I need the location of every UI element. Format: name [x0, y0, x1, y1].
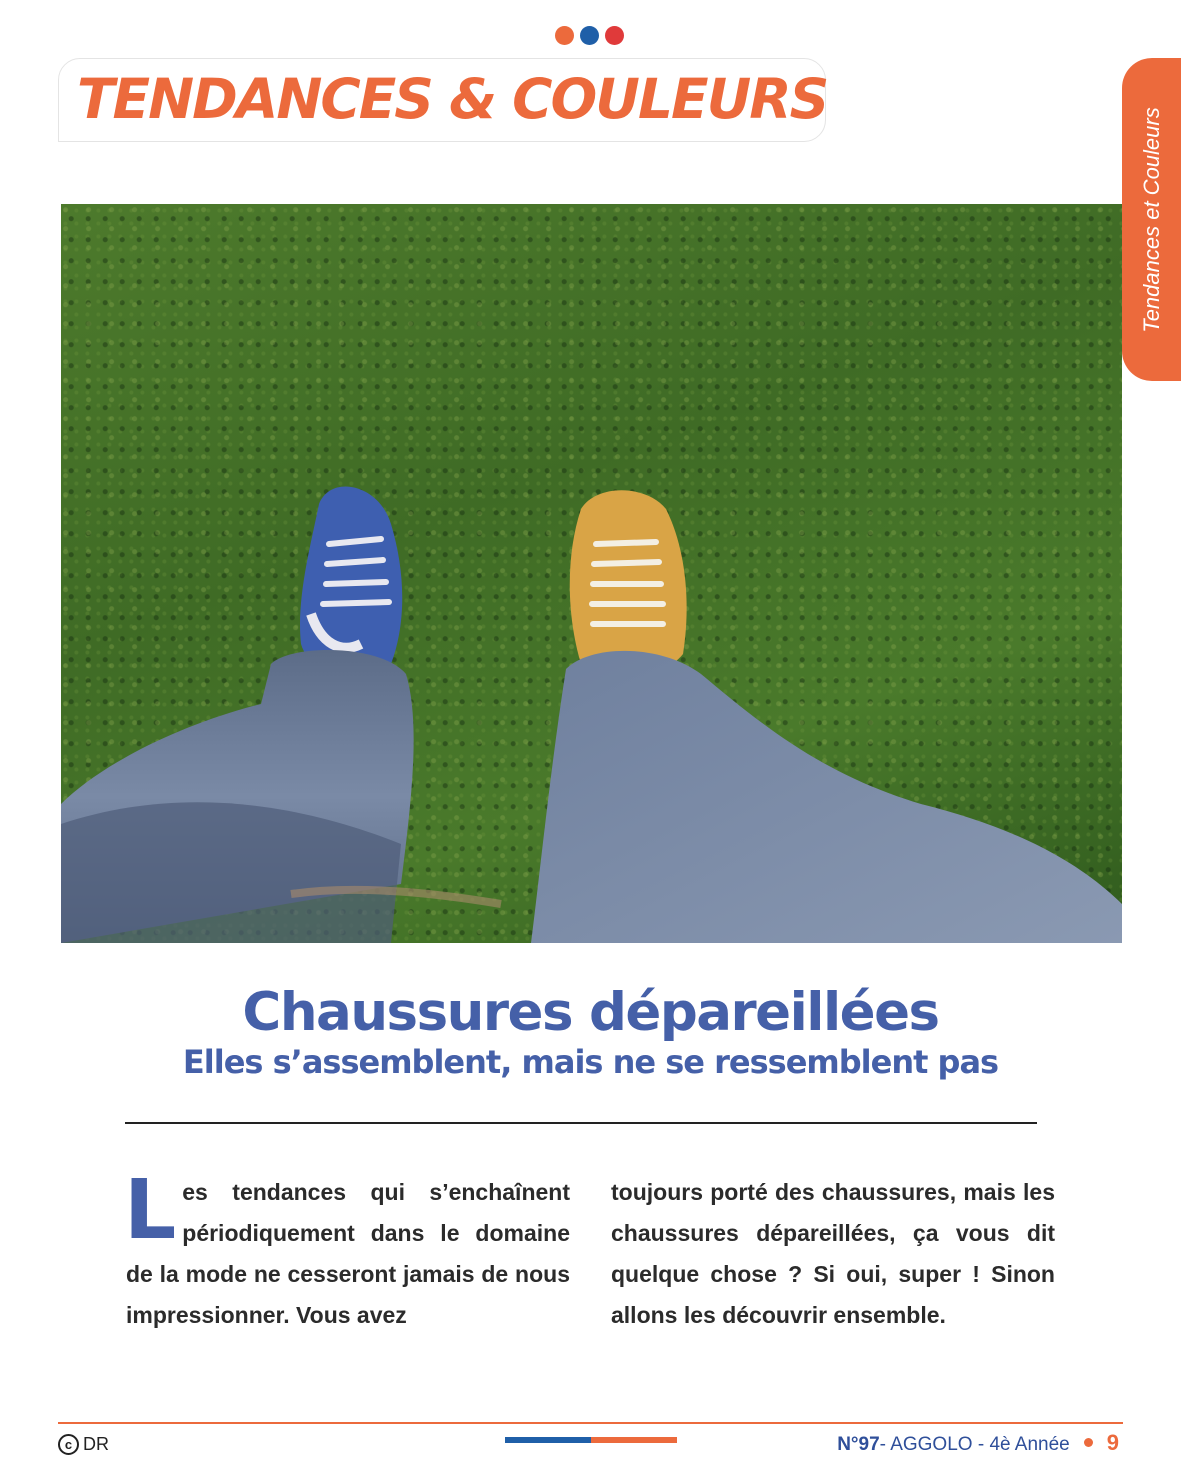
- sneakers-on-grass-photo: [61, 204, 1122, 943]
- blue-sneaker: [300, 487, 402, 675]
- title-divider: [125, 1122, 1037, 1124]
- article-column-1: [124, 1163, 570, 1336]
- issue-number: N°97: [837, 1434, 880, 1455]
- right-jeans-leg: [531, 651, 1122, 943]
- column-1-text: es tendances qui s’enchaînent périodiquement dans le domaine de la mode ne cesseront jamais de nous impressionner. Vous avez: [126, 1179, 570, 1328]
- footer-color-bar: [505, 1437, 677, 1443]
- blue-dot: [580, 26, 599, 45]
- credit-text: DR: [83, 1434, 109, 1454]
- bullet-icon: [1084, 1438, 1093, 1447]
- article-title: Chaussures dépareillées: [242, 982, 939, 1043]
- photo-illustration: [61, 204, 1122, 943]
- footer-divider: [58, 1422, 1123, 1424]
- section-title: TENDANCES & COULEURS: [77, 67, 828, 131]
- photo-credit: [58, 1434, 109, 1455]
- side-tab-label: Tendances et Couleurs: [1138, 106, 1164, 333]
- magazine-name: - AGGOLO - 4è Année: [879, 1434, 1070, 1455]
- page-number: 9: [1106, 1430, 1119, 1455]
- article-subtitle: Elles s’assemblent, mais ne se ressemblent pas: [182, 1043, 999, 1081]
- color-bar-blue: [505, 1437, 591, 1443]
- column-2-text: toujours porté des chaussures, mais les chaussures dépareillées, ça vous dit quelque chose ? Si oui, super ! Sinon allons les découvrir ensemble.: [611, 1179, 1055, 1328]
- dropcap-letter: L: [124, 1163, 177, 1258]
- orange-sneaker: [570, 490, 687, 677]
- article-column-2: [611, 1172, 1055, 1336]
- orange-dot: [555, 26, 574, 45]
- issue-info: [837, 1430, 1119, 1456]
- section-side-tab: [1122, 58, 1181, 381]
- red-dot: [605, 26, 624, 45]
- color-bar-orange: [591, 1437, 677, 1443]
- copyright-icon: c: [58, 1434, 79, 1455]
- header-dots: [555, 26, 624, 45]
